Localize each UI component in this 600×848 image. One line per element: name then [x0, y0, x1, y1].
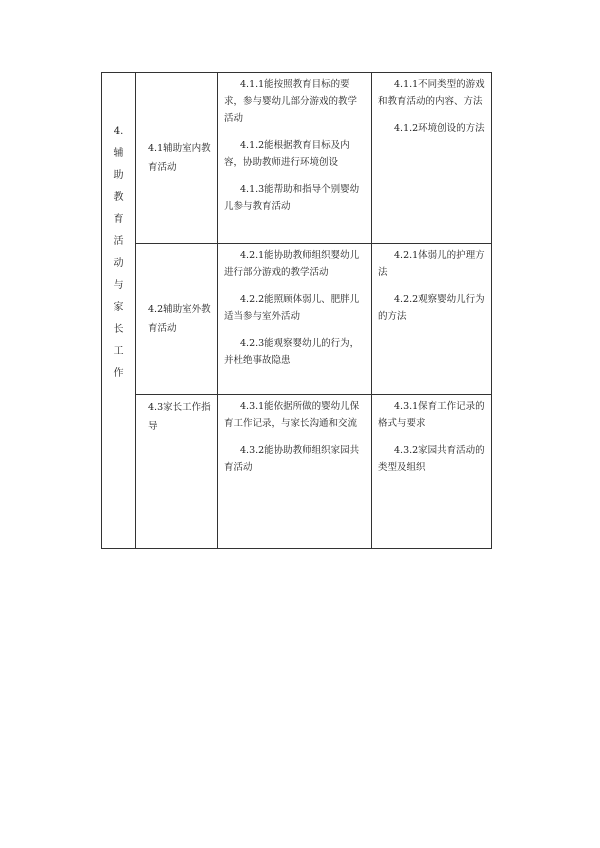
item-cell [136, 395, 218, 549]
table-row [102, 73, 492, 244]
skill-text: 4.1.2能根据教育目标及内容，协助教师进行环境创设 [224, 140, 350, 168]
category-number: 4. [113, 126, 124, 137]
skills-cell [218, 73, 372, 244]
category-char: 育 [113, 214, 124, 225]
category-char: 辅 [113, 148, 124, 159]
category-char: 教 [113, 192, 124, 203]
knowledge-cell [372, 73, 492, 244]
skill-text: 4.1.1能按照教育目标的要求，参与婴幼儿部分游戏的教学活动 [224, 79, 358, 124]
category-char: 作 [113, 368, 124, 379]
category-char: 助 [113, 170, 124, 181]
category-char: 长 [113, 324, 124, 335]
category-char: 家 [113, 302, 124, 313]
table-row [102, 244, 492, 395]
category-label [102, 121, 135, 385]
knowledge-cell [372, 395, 492, 549]
category-char: 工 [113, 346, 124, 357]
item-cell [136, 73, 218, 244]
skills-cell [218, 395, 372, 549]
skill-text: 4.2.3能观察婴幼儿的行为，并杜绝事故隐患 [224, 338, 360, 366]
table-row [102, 395, 492, 549]
category-char: 活 [113, 236, 124, 247]
knowledge-text: 4.3.1保育工作记录的格式与要求 [378, 401, 485, 429]
item-label: 4.2辅助室外教育活动 [148, 304, 211, 334]
knowledge-text: 4.2.1体弱儿的护理方法 [378, 250, 485, 278]
skill-text: 4.3.1能依据所做的婴幼儿保育工作记录，与家长沟通和交流 [224, 401, 360, 429]
knowledge-text: 4.1.2环境创设的方法 [394, 123, 485, 134]
category-char: 与 [113, 280, 124, 291]
skill-text: 4.2.2能照顾体弱儿、肥胖儿适当参与室外活动 [224, 294, 360, 322]
knowledge-text: 4.2.2观察婴幼儿行为的方法 [378, 294, 485, 322]
skill-text: 4.1.3能帮助和指导个别婴幼儿参与教育活动 [224, 184, 360, 212]
item-label: 4.1辅助室内教育活动 [148, 143, 211, 173]
skill-text: 4.3.2能协助教师组织家园共育活动 [224, 445, 360, 473]
category-char: 动 [113, 258, 124, 269]
knowledge-cell [372, 244, 492, 395]
category-cell [102, 73, 136, 549]
item-cell [136, 244, 218, 395]
standards-table [101, 72, 492, 549]
item-label: 4.3家长工作指导 [148, 402, 211, 432]
skills-cell [218, 244, 372, 395]
knowledge-text: 4.1.1不同类型的游戏和教育活动的内容、方法 [378, 79, 485, 107]
skill-text: 4.2.1能协助教师组织婴幼儿进行部分游戏的教学活动 [224, 250, 360, 278]
knowledge-text: 4.3.2家园共育活动的类型及组织 [378, 445, 485, 473]
